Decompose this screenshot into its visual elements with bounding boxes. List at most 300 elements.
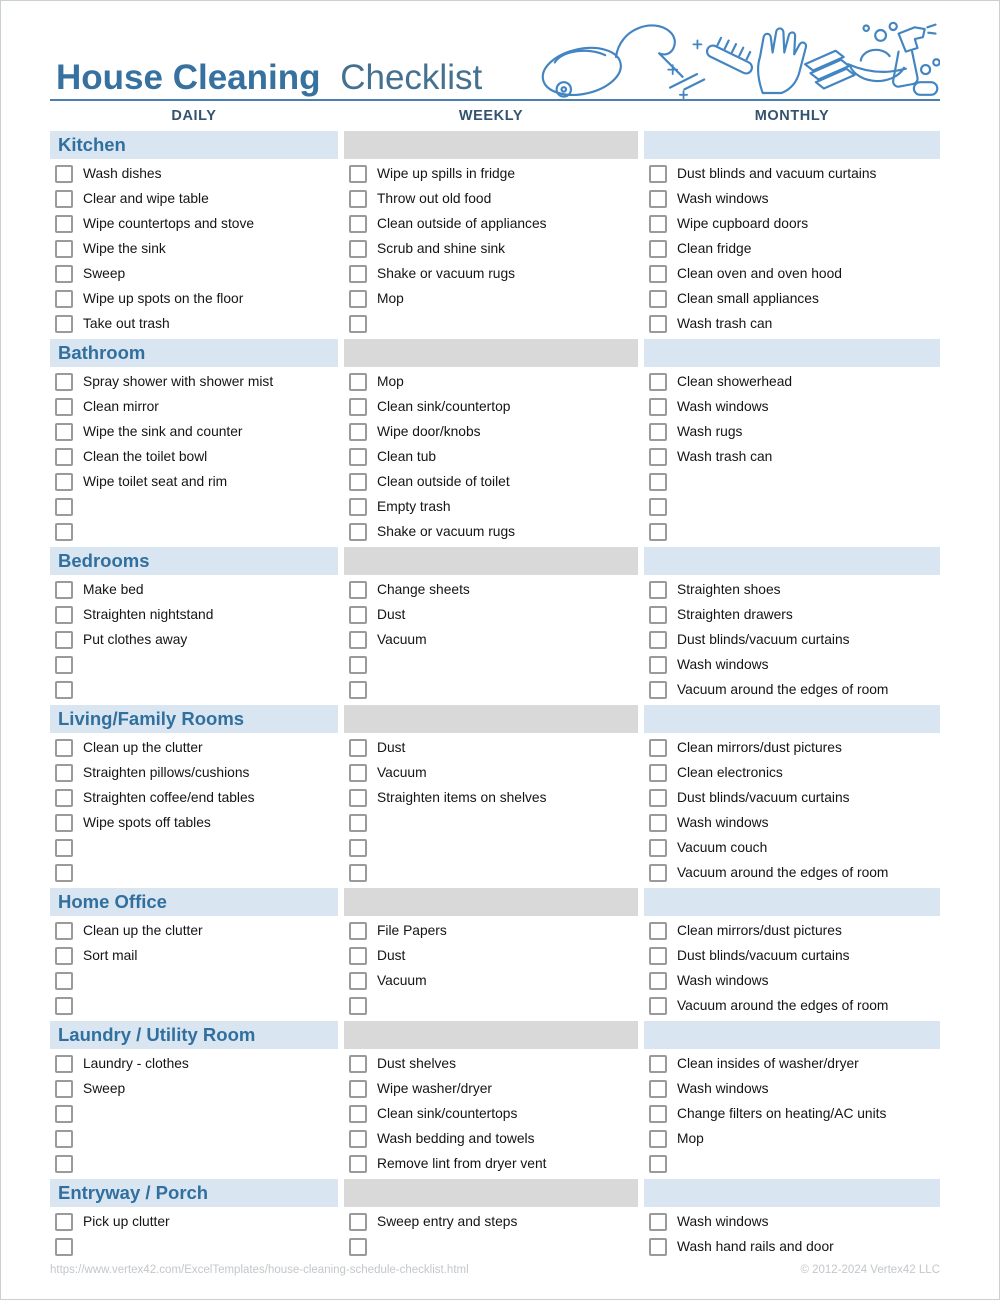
task-cell-weekly bbox=[344, 261, 638, 286]
task-label: Mop bbox=[377, 291, 404, 306]
checkbox[interactable] bbox=[649, 864, 667, 882]
section-title: Home Office bbox=[58, 891, 167, 912]
task-cell-weekly bbox=[344, 186, 638, 211]
checkbox[interactable] bbox=[649, 922, 667, 940]
task-label: Wash dishes bbox=[83, 166, 162, 181]
checkbox[interactable] bbox=[649, 764, 667, 782]
checkbox[interactable] bbox=[349, 423, 367, 441]
checkbox[interactable] bbox=[55, 265, 73, 283]
task-cell-weekly bbox=[344, 286, 638, 311]
task-label: Shake or vacuum rugs bbox=[377, 524, 516, 539]
task-label: Wash rugs bbox=[677, 424, 743, 439]
checkbox[interactable] bbox=[349, 1055, 367, 1073]
checkbox[interactable] bbox=[349, 523, 367, 541]
checkbox[interactable] bbox=[349, 789, 367, 807]
task-cell-weekly bbox=[344, 1151, 638, 1176]
section-header-band bbox=[50, 1021, 940, 1049]
vacuum-cleaner-icon bbox=[538, 25, 704, 101]
task-label: Wipe the sink bbox=[83, 241, 166, 256]
task-label: Dust bbox=[377, 948, 406, 963]
column-header-daily: DAILY bbox=[171, 108, 217, 124]
band-segment-daily bbox=[50, 1021, 338, 1049]
task-label: Clear and wipe table bbox=[83, 191, 209, 206]
task-cell-monthly bbox=[644, 211, 940, 236]
task-label: Clean mirror bbox=[83, 399, 159, 414]
task-cell-weekly bbox=[344, 444, 638, 469]
checkbox[interactable] bbox=[55, 165, 73, 183]
page-footer bbox=[50, 1264, 940, 1276]
task-cell-monthly bbox=[644, 602, 940, 627]
checkbox[interactable] bbox=[55, 739, 73, 757]
task-cell-monthly bbox=[644, 419, 940, 444]
task-cell-daily bbox=[50, 652, 338, 677]
checkbox[interactable] bbox=[349, 739, 367, 757]
column-headers bbox=[50, 101, 940, 131]
checkbox[interactable] bbox=[55, 1080, 73, 1098]
checkbox[interactable] bbox=[55, 997, 73, 1015]
task-label: Clean outside of appliances bbox=[377, 216, 547, 231]
task-cell-daily bbox=[50, 860, 338, 885]
checkbox[interactable] bbox=[349, 1155, 367, 1173]
checkbox[interactable] bbox=[649, 681, 667, 699]
task-label: Sweep bbox=[83, 1081, 126, 1096]
checkbox[interactable] bbox=[55, 1130, 73, 1148]
task-cell-weekly bbox=[344, 519, 638, 544]
task-cell-daily bbox=[50, 161, 338, 186]
checkbox[interactable] bbox=[649, 290, 667, 308]
checkbox[interactable] bbox=[649, 789, 667, 807]
column-header-monthly: MONTHLY bbox=[754, 108, 830, 124]
task-cell-monthly bbox=[644, 311, 940, 336]
band-segment-monthly bbox=[644, 888, 940, 916]
rubber-glove-icon bbox=[758, 28, 806, 93]
task-label: Sweep entry and steps bbox=[377, 1214, 518, 1229]
checkbox[interactable] bbox=[349, 922, 367, 940]
checkbox[interactable] bbox=[649, 373, 667, 391]
checkbox[interactable] bbox=[649, 165, 667, 183]
checkbox[interactable] bbox=[55, 498, 73, 516]
checkbox[interactable] bbox=[649, 839, 667, 857]
checkbox[interactable] bbox=[55, 606, 73, 624]
footer-copyright: © 2012-2024 Vertex42 LLC bbox=[800, 1264, 940, 1276]
task-cell-monthly bbox=[644, 810, 940, 835]
bubble bbox=[864, 26, 869, 31]
section-rows bbox=[50, 159, 940, 336]
task-label: Dust bbox=[377, 740, 406, 755]
task-label: Clean up the clutter bbox=[83, 740, 203, 755]
band-segment-monthly bbox=[644, 1179, 940, 1207]
task-cell-monthly bbox=[644, 652, 940, 677]
task-label: Laundry - clothes bbox=[83, 1056, 189, 1071]
checkbox[interactable] bbox=[55, 922, 73, 940]
task-cell-monthly bbox=[644, 1101, 940, 1126]
checkbox[interactable] bbox=[349, 1130, 367, 1148]
task-cell-weekly bbox=[344, 677, 638, 702]
task-label: Change sheets bbox=[377, 582, 470, 597]
checkbox[interactable] bbox=[649, 448, 667, 466]
task-label: Straighten shoes bbox=[677, 582, 781, 597]
band-segment-daily bbox=[50, 705, 338, 733]
checkbox[interactable] bbox=[649, 947, 667, 965]
checkbox[interactable] bbox=[349, 972, 367, 990]
task-label: Straighten drawers bbox=[677, 607, 793, 622]
checkbox[interactable] bbox=[649, 1130, 667, 1148]
sections bbox=[50, 131, 940, 1259]
checkbox[interactable] bbox=[349, 1080, 367, 1098]
band-segment-weekly bbox=[344, 1021, 638, 1049]
task-cell-monthly bbox=[644, 1076, 940, 1101]
task-cell-weekly bbox=[344, 577, 638, 602]
band-segment-monthly bbox=[644, 547, 940, 575]
task-cell-daily bbox=[50, 186, 338, 211]
task-cell-daily bbox=[50, 469, 338, 494]
task-label: Vacuum around the edges of room bbox=[677, 682, 889, 697]
task-cell-monthly bbox=[644, 519, 940, 544]
section-rows bbox=[50, 1207, 940, 1259]
checkbox[interactable] bbox=[55, 473, 73, 491]
section-title: Kitchen bbox=[58, 134, 126, 155]
task-label: Wipe toilet seat and rim bbox=[83, 474, 228, 489]
task-label: Scrub and shine sink bbox=[377, 241, 506, 256]
section-header-band bbox=[50, 547, 940, 575]
checkbox[interactable] bbox=[349, 631, 367, 649]
checkbox[interactable] bbox=[649, 739, 667, 757]
task-label: Vacuum couch bbox=[677, 840, 768, 855]
task-cell-daily bbox=[50, 677, 338, 702]
task-label: Vacuum bbox=[377, 632, 427, 647]
task-label: Vacuum around the edges of room bbox=[677, 865, 889, 880]
task-cell-monthly bbox=[644, 577, 940, 602]
task-cell-monthly bbox=[644, 286, 940, 311]
task-label: Clean the toilet bowl bbox=[83, 449, 208, 464]
checkbox[interactable] bbox=[349, 606, 367, 624]
task-cell-weekly bbox=[344, 236, 638, 261]
task-label: Dust blinds/vacuum curtains bbox=[677, 632, 850, 647]
checkbox[interactable] bbox=[55, 839, 73, 857]
task-cell-daily bbox=[50, 419, 338, 444]
checkbox[interactable] bbox=[349, 1213, 367, 1231]
task-label: Dust blinds/vacuum curtains bbox=[677, 948, 850, 963]
band-segment-weekly bbox=[344, 339, 638, 367]
band-segment-monthly bbox=[644, 339, 940, 367]
checkbox[interactable] bbox=[649, 473, 667, 491]
band-segment-weekly bbox=[344, 888, 638, 916]
checkbox[interactable] bbox=[349, 398, 367, 416]
task-label: Pick up clutter bbox=[83, 1214, 170, 1229]
checkbox[interactable] bbox=[55, 398, 73, 416]
task-label: Mop bbox=[377, 374, 404, 389]
checkbox[interactable] bbox=[349, 764, 367, 782]
task-cell-monthly bbox=[644, 1151, 940, 1176]
task-label: Straighten pillows/cushions bbox=[83, 765, 250, 780]
task-label: Wash bedding and towels bbox=[377, 1131, 535, 1146]
section-header-band bbox=[50, 131, 940, 159]
task-cell-monthly bbox=[644, 918, 940, 943]
checkbox[interactable] bbox=[55, 864, 73, 882]
task-cell-daily bbox=[50, 1101, 338, 1126]
checkbox[interactable] bbox=[649, 972, 667, 990]
checkbox[interactable] bbox=[55, 764, 73, 782]
task-cell-weekly bbox=[344, 627, 638, 652]
checkbox[interactable] bbox=[349, 947, 367, 965]
section-kitchen bbox=[50, 131, 940, 336]
checkbox[interactable] bbox=[349, 839, 367, 857]
checkbox[interactable] bbox=[649, 523, 667, 541]
task-label: Wash trash can bbox=[677, 449, 773, 464]
checkbox[interactable] bbox=[349, 290, 367, 308]
checkbox[interactable] bbox=[649, 1155, 667, 1173]
wash-basin-icon bbox=[848, 23, 906, 81]
footer-url: https://www.vertex42.com/ExcelTemplates/house-cleaning-schedule-checklist.html bbox=[50, 1264, 469, 1276]
section-title: Entryway / Porch bbox=[58, 1182, 209, 1203]
task-cell-monthly bbox=[644, 785, 940, 810]
checkbox[interactable] bbox=[55, 448, 73, 466]
task-cell-weekly bbox=[344, 1051, 638, 1076]
task-cell-weekly bbox=[344, 311, 638, 336]
checkbox[interactable] bbox=[349, 165, 367, 183]
checkbox[interactable] bbox=[55, 789, 73, 807]
task-label: Vacuum bbox=[377, 765, 427, 780]
checkbox[interactable] bbox=[55, 656, 73, 674]
task-cell-weekly bbox=[344, 968, 638, 993]
bubble bbox=[890, 23, 897, 30]
task-label: Make bed bbox=[83, 582, 144, 597]
section-bedrooms bbox=[50, 547, 940, 702]
checkbox[interactable] bbox=[55, 1155, 73, 1173]
task-cell-daily bbox=[50, 211, 338, 236]
task-label: Wash windows bbox=[677, 657, 769, 672]
task-label: Clean insides of washer/dryer bbox=[677, 1056, 859, 1071]
checkbox[interactable] bbox=[349, 190, 367, 208]
column-header-weekly: WEEKLY bbox=[458, 108, 524, 124]
task-cell-daily bbox=[50, 444, 338, 469]
task-cell-daily bbox=[50, 369, 338, 394]
task-cell-monthly bbox=[644, 943, 940, 968]
task-label: Wash windows bbox=[677, 973, 769, 988]
task-label: Dust blinds/vacuum curtains bbox=[677, 790, 850, 805]
checkbox[interactable] bbox=[349, 864, 367, 882]
task-cell-monthly bbox=[644, 1234, 940, 1259]
checkbox[interactable] bbox=[55, 814, 73, 832]
task-label: Sort mail bbox=[83, 948, 138, 963]
band-segment-monthly bbox=[644, 131, 940, 159]
task-cell-weekly bbox=[344, 1076, 638, 1101]
task-label: Clean up the clutter bbox=[83, 923, 203, 938]
checkbox[interactable] bbox=[349, 656, 367, 674]
section-living-family-rooms bbox=[50, 705, 940, 885]
section-rows bbox=[50, 575, 940, 702]
task-label: Straighten items on shelves bbox=[377, 790, 547, 805]
task-cell-weekly bbox=[344, 943, 638, 968]
checkbox[interactable] bbox=[649, 656, 667, 674]
task-cell-weekly bbox=[344, 469, 638, 494]
task-label: Clean outside of toilet bbox=[377, 474, 510, 489]
checkbox[interactable] bbox=[649, 498, 667, 516]
checkbox[interactable] bbox=[349, 473, 367, 491]
checkbox[interactable] bbox=[55, 315, 73, 333]
task-label: Wipe door/knobs bbox=[377, 424, 481, 439]
section-rows bbox=[50, 733, 940, 885]
task-cell-monthly bbox=[644, 677, 940, 702]
task-label: Vacuum bbox=[377, 973, 427, 988]
task-label: File Papers bbox=[377, 923, 447, 938]
task-label: Wipe up spots on the floor bbox=[83, 291, 244, 306]
checkbox[interactable] bbox=[55, 373, 73, 391]
checkbox[interactable] bbox=[349, 498, 367, 516]
folded-towels-icon bbox=[805, 51, 855, 89]
checkbox[interactable] bbox=[55, 947, 73, 965]
checkbox[interactable] bbox=[649, 997, 667, 1015]
checkbox[interactable] bbox=[55, 215, 73, 233]
checkbox[interactable] bbox=[55, 523, 73, 541]
task-label: Put clothes away bbox=[83, 632, 188, 647]
checkbox[interactable] bbox=[55, 240, 73, 258]
task-cell-daily bbox=[50, 577, 338, 602]
band-segment-daily bbox=[50, 547, 338, 575]
task-cell-monthly bbox=[644, 369, 940, 394]
checkbox[interactable] bbox=[349, 373, 367, 391]
task-label: Wipe up spills in fridge bbox=[377, 166, 516, 181]
task-label: Clean fridge bbox=[677, 241, 752, 256]
checkbox[interactable] bbox=[649, 1105, 667, 1123]
checkbox[interactable] bbox=[55, 1238, 73, 1256]
checkbox[interactable] bbox=[649, 581, 667, 599]
checkbox[interactable] bbox=[349, 997, 367, 1015]
section-home-office bbox=[50, 888, 940, 1018]
task-cell-monthly bbox=[644, 835, 940, 860]
section-laundry-utility-room bbox=[50, 1021, 940, 1176]
checkbox[interactable] bbox=[349, 215, 367, 233]
bubble bbox=[875, 30, 886, 41]
section-title: Bedrooms bbox=[58, 550, 150, 571]
task-cell-daily bbox=[50, 785, 338, 810]
task-cell-weekly bbox=[344, 860, 638, 885]
bubble bbox=[933, 59, 939, 65]
task-cell-daily bbox=[50, 760, 338, 785]
checkbox[interactable] bbox=[649, 215, 667, 233]
checkbox[interactable] bbox=[349, 1105, 367, 1123]
task-label: Mop bbox=[677, 1131, 704, 1146]
checkbox[interactable] bbox=[649, 1213, 667, 1231]
task-label: Wash hand rails and door bbox=[677, 1239, 834, 1254]
checkbox[interactable] bbox=[349, 240, 367, 258]
section-rows bbox=[50, 1049, 940, 1176]
checkbox[interactable] bbox=[649, 814, 667, 832]
checkbox[interactable] bbox=[349, 1238, 367, 1256]
task-cell-weekly bbox=[344, 1209, 638, 1234]
band-segment-monthly bbox=[644, 705, 940, 733]
task-cell-weekly bbox=[344, 810, 638, 835]
checkbox[interactable] bbox=[649, 423, 667, 441]
checkbox[interactable] bbox=[649, 315, 667, 333]
section-title: Living/Family Rooms bbox=[58, 708, 245, 729]
checkbox[interactable] bbox=[649, 265, 667, 283]
checkbox[interactable] bbox=[349, 681, 367, 699]
checkbox[interactable] bbox=[349, 581, 367, 599]
task-cell-monthly bbox=[644, 993, 940, 1018]
task-label: Wash windows bbox=[677, 1214, 769, 1229]
task-cell-daily bbox=[50, 968, 338, 993]
checkbox[interactable] bbox=[349, 315, 367, 333]
task-label: Clean sink/countertop bbox=[377, 399, 511, 414]
task-cell-weekly bbox=[344, 602, 638, 627]
checkbox[interactable] bbox=[649, 631, 667, 649]
task-label: Straighten nightstand bbox=[83, 607, 214, 622]
checkbox[interactable] bbox=[55, 190, 73, 208]
checkbox[interactable] bbox=[649, 1080, 667, 1098]
band-segment-weekly bbox=[344, 547, 638, 575]
checkbox[interactable] bbox=[649, 398, 667, 416]
task-cell-daily bbox=[50, 918, 338, 943]
task-cell-weekly bbox=[344, 211, 638, 236]
checkbox[interactable] bbox=[649, 1055, 667, 1073]
band-segment-daily bbox=[50, 1179, 338, 1207]
task-cell-daily bbox=[50, 627, 338, 652]
task-label: Wash windows bbox=[677, 191, 769, 206]
task-cell-daily bbox=[50, 261, 338, 286]
band-segment-monthly bbox=[644, 1021, 940, 1049]
task-cell-daily bbox=[50, 236, 338, 261]
checkbox[interactable] bbox=[55, 581, 73, 599]
task-label: Clean mirrors/dust pictures bbox=[677, 740, 842, 755]
task-cell-weekly bbox=[344, 760, 638, 785]
task-cell-monthly bbox=[644, 760, 940, 785]
checkbox[interactable] bbox=[55, 681, 73, 699]
checkbox[interactable] bbox=[649, 606, 667, 624]
checkbox[interactable] bbox=[55, 290, 73, 308]
task-cell-weekly bbox=[344, 785, 638, 810]
checkbox[interactable] bbox=[349, 265, 367, 283]
checkbox[interactable] bbox=[55, 423, 73, 441]
task-cell-daily bbox=[50, 1234, 338, 1259]
task-label: Dust blinds and vacuum curtains bbox=[677, 166, 877, 181]
bubble bbox=[921, 65, 930, 74]
task-label: Take out trash bbox=[83, 316, 170, 331]
task-cell-weekly bbox=[344, 918, 638, 943]
page-title bbox=[56, 60, 482, 95]
checkbox[interactable] bbox=[349, 448, 367, 466]
checkbox[interactable] bbox=[55, 1055, 73, 1073]
title-main: House Cleaning bbox=[56, 58, 321, 97]
checkbox[interactable] bbox=[649, 190, 667, 208]
task-cell-daily bbox=[50, 1076, 338, 1101]
task-cell-monthly bbox=[644, 161, 940, 186]
task-cell-daily bbox=[50, 394, 338, 419]
task-cell-daily bbox=[50, 1051, 338, 1076]
task-cell-monthly bbox=[644, 860, 940, 885]
checkbox[interactable] bbox=[649, 240, 667, 258]
task-label: Wash trash can bbox=[677, 316, 773, 331]
checkbox[interactable] bbox=[55, 1105, 73, 1123]
band-segment-daily bbox=[50, 888, 338, 916]
task-cell-daily bbox=[50, 993, 338, 1018]
checkbox[interactable] bbox=[649, 1238, 667, 1256]
task-cell-daily bbox=[50, 810, 338, 835]
checkbox[interactable] bbox=[55, 1213, 73, 1231]
task-label: Clean electronics bbox=[677, 765, 783, 780]
task-label: Wash windows bbox=[677, 399, 769, 414]
task-label: Change filters on heating/AC units bbox=[677, 1106, 887, 1121]
spray-bottle-icon bbox=[893, 25, 935, 87]
task-cell-weekly bbox=[344, 835, 638, 860]
checkbox[interactable] bbox=[55, 972, 73, 990]
task-label: Remove lint from dryer vent bbox=[377, 1156, 547, 1171]
task-cell-monthly bbox=[644, 1209, 940, 1234]
checkbox[interactable] bbox=[55, 631, 73, 649]
task-label: Clean mirrors/dust pictures bbox=[677, 923, 842, 938]
section-bathroom bbox=[50, 339, 940, 544]
checkbox[interactable] bbox=[349, 814, 367, 832]
